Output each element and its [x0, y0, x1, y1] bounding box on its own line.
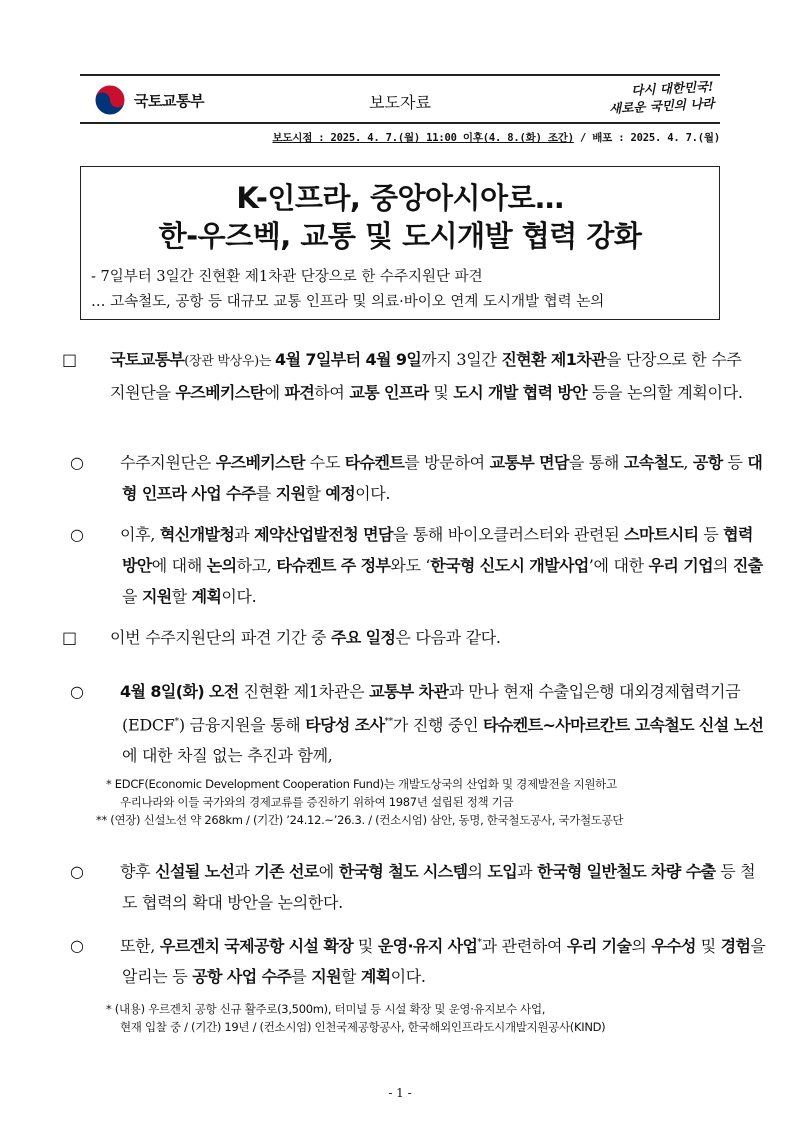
text-bold: 논의 [206, 556, 237, 575]
footnote-line: 우리나라와 이들 국가와의 경제교류를 증진하기 위하여 1987년 설립된 정책 기금 [120, 795, 514, 809]
text: 할 [340, 967, 361, 987]
release-separator: / [573, 132, 593, 144]
text: 와도 ‘ [390, 556, 431, 575]
text: 이다. [355, 484, 391, 503]
text: (장관 박상우)는 [184, 354, 276, 369]
text-bold: 협력 방안 [122, 525, 753, 575]
text-bold: 국토교통부 [110, 350, 185, 369]
footnote-marker: * [477, 938, 482, 948]
paragraph-delegation-visit [70, 447, 766, 509]
subheadline-line-1: - 7일부터 3일간 진현환 제1차관 단장으로 한 수주지원단 파견 [91, 269, 483, 285]
slogan-line-1: 다시 대한민국! [630, 78, 714, 98]
page-number: - 1 - [388, 1086, 412, 1100]
text: 을 통해 바이오클러스터와 관련된 [392, 525, 625, 544]
text: 을 단장으로 한 수주지원단을 [110, 350, 742, 402]
text-bold: 신설될 노선 [155, 862, 235, 881]
circle-bullet: ○ [70, 453, 84, 472]
footnote-line: 현재 입찰 중 / (기간) 19년 / (컨소시엄) 인천국제공항공사, 한국해외인프라도시개발지원공사(KIND) [120, 1020, 606, 1034]
release-info [80, 130, 720, 145]
text: 및 [695, 936, 721, 956]
text: 를 방문하여 [404, 453, 490, 472]
headline-line-1: K-인프라, 중앙아시아로… [236, 181, 564, 215]
text: 이다. [221, 587, 257, 606]
text-bold: 한국형 일반철도 차량 수출 [537, 862, 716, 881]
text: 할 [305, 484, 326, 503]
text: 에 [318, 862, 339, 881]
text: 에 대한 차질 없는 추진과 함께, [122, 746, 333, 766]
text-bold: 공항 [692, 453, 723, 472]
text: 과 [234, 862, 255, 881]
text-bold: 스마트시티 [624, 525, 699, 544]
text-bold: 한국형 신도시 개발사업 [430, 556, 589, 575]
slogan [581, 78, 715, 119]
text-bold: 예정 [325, 484, 356, 503]
text-bold: 교통부 면담 [489, 453, 569, 472]
paragraph-schedule-intro [62, 622, 750, 653]
circle-bullet: ○ [70, 525, 84, 544]
footnote-line: * EDCF(Economic Development Cooperation Fund)는 개발도상국의 산업화 및 경제발전을 지원하고 [106, 777, 617, 791]
text-bold: 우리 기업 [648, 556, 713, 575]
distribution-date: 배포 : 2025. 4. 7.(월) [592, 132, 720, 144]
text: 향후 [120, 862, 156, 881]
text-bold: 타슈켄트~사마르칸트 고속철도 신설 노선 [483, 715, 764, 735]
text: 가 진행 중인 [392, 715, 484, 735]
text: 등 [722, 453, 748, 472]
text: 을 통해 [568, 453, 624, 472]
footnote-marker: * [174, 717, 179, 727]
square-bullet: □ [62, 628, 77, 647]
text-bold: 제약산업발전청 면담 [254, 525, 393, 544]
headline [81, 179, 719, 255]
slogan-line-2: 새로운 국민의 나라 [608, 95, 715, 117]
embargo-time: 보도시점 : 2025. 4. 7.(월) 11:00 이후(4. 8.(화) 조간) [272, 132, 574, 144]
text-bold: 운영·유지 사업 [377, 936, 478, 956]
circle-bullet: ○ [70, 936, 84, 956]
text: ) 금융지원을 통해 [178, 715, 306, 735]
title-box [80, 166, 720, 320]
text-bold: 도시 개발 협력 방안 [453, 383, 588, 402]
footnote-marker: ** [384, 717, 393, 727]
footnote-airport [106, 1000, 746, 1036]
text: , [683, 453, 693, 472]
text: 을 [122, 587, 142, 606]
text-bold: 계획 [191, 587, 222, 606]
text-bold: 한국형 철도 시스템 [338, 862, 468, 881]
text-bold: 우수성 [651, 936, 696, 956]
paragraph-biocluster-smartcity [70, 519, 766, 612]
text: 을 알리는 등 [122, 936, 766, 987]
text: 과 관련하여 [481, 936, 567, 956]
text-bold: 지원 [141, 587, 172, 606]
text-bold: 파견 [284, 383, 315, 402]
text-bold: 계획 [360, 967, 391, 987]
subheadline-line-2: … 고속철도, 공항 등 대규모 교통 인프라 및 의료·바이오 연계 도시개발 협력 논의 [91, 294, 605, 310]
text-bold: 4월 7일부터 4월 9일 [275, 350, 422, 369]
paragraph-high-speed-rail [70, 676, 766, 771]
text: 및 [353, 936, 378, 956]
text-bold: 우리 기술 [566, 936, 632, 956]
footnote-line: ** (연장) 신설노선 약 268km / (기간) ’24.12.~’26.3. / (컨소시엄) 삼안, 동명, 한국철도공사, 국가철도공단 [96, 813, 624, 827]
subheadline [81, 265, 719, 315]
text: 를 [255, 484, 276, 503]
text: 등 철도 협력의 확대 방안을 논의한다. [122, 862, 756, 912]
text: 하고, [236, 556, 277, 575]
text-bold: 혁신개발청 [159, 525, 235, 544]
text-bold: 도입 [487, 862, 518, 881]
text-bold: 우즈베키스탄 [215, 453, 305, 472]
text: 또한, [120, 936, 160, 956]
text-bold: 고속철도 [623, 453, 684, 472]
text: ’에 대한 [588, 556, 649, 575]
text: 진현환 제1차관은 [238, 682, 370, 701]
text: 등을 논의할 계획이다. [587, 383, 743, 402]
ministry-name: 국토교통부 [134, 91, 204, 110]
text: 를 [291, 967, 312, 987]
text-bold: 공항 사업 수주 [192, 967, 292, 987]
text: 이번 수주지원단의 파견 기간 중 [110, 628, 331, 647]
text: 의 [467, 862, 488, 881]
text: 이다. [390, 967, 426, 987]
text: 은 다음과 같다. [395, 628, 501, 647]
text: 등 [698, 525, 724, 544]
text: 까지 3일간 [421, 350, 502, 369]
text-bold: 교통부 차관 [369, 682, 449, 701]
text: 에 [264, 383, 285, 402]
text-bold: 우르겐치 국제공항 시설 확장 [159, 936, 354, 956]
paragraph-airport [70, 928, 766, 992]
text: 할 [171, 587, 192, 606]
text-bold: 타당성 조사 [305, 715, 385, 735]
text-bold: 우즈베키스탄 [175, 383, 265, 402]
footnote-edcf [96, 775, 746, 829]
text: 수도 [304, 453, 345, 472]
text: 및 [428, 383, 454, 402]
footnote-line: * (내용) 우르겐치 공항 신규 활주로(3,500m), 터미널 등 시설 확장 및 운영·유지보수 사업, [106, 1002, 546, 1016]
text: 에 대해 [151, 556, 207, 575]
square-bullet: □ [62, 350, 77, 369]
text: 의 [712, 556, 733, 575]
headline-line-2: 한-우즈벡, 교통 및 도시개발 협력 강화 [158, 219, 642, 253]
text-bold: 4월 8일(화) 오전 [120, 682, 239, 701]
text: 과 [234, 525, 255, 544]
paragraph-rail-system [70, 856, 766, 918]
circle-bullet: ○ [70, 862, 84, 881]
text: 이후, [120, 525, 160, 544]
text-bold: 주요 일정 [330, 628, 396, 647]
text: 하여 [314, 383, 350, 402]
text-bold: 기존 선로 [254, 862, 319, 881]
text-bold: 진현환 제1차관 [501, 350, 606, 369]
document-type: 보도자료 [369, 93, 431, 112]
text: 수주지원단은 [120, 453, 216, 472]
text-bold: 지원 [275, 484, 306, 503]
text-bold: 타슈켄트 주 정부 [276, 556, 391, 575]
text: 과 [517, 862, 538, 881]
circle-bullet: ○ [70, 682, 84, 701]
text: 의 [631, 936, 652, 956]
paragraph-overview [62, 344, 750, 408]
text-bold: 지원 [311, 967, 341, 987]
text-bold: 경험 [720, 936, 751, 956]
text: 과 만나 현재 수출입은행 대외경제협력기금(EDCF [122, 682, 741, 735]
text-bold: 교통 인프라 [349, 383, 429, 402]
header-banner [80, 74, 720, 124]
text-bold: 진출 [732, 556, 763, 575]
text-bold: 타슈켄트 [344, 453, 405, 472]
text-bold: 대형 인프라 사업 수주 [122, 453, 763, 503]
